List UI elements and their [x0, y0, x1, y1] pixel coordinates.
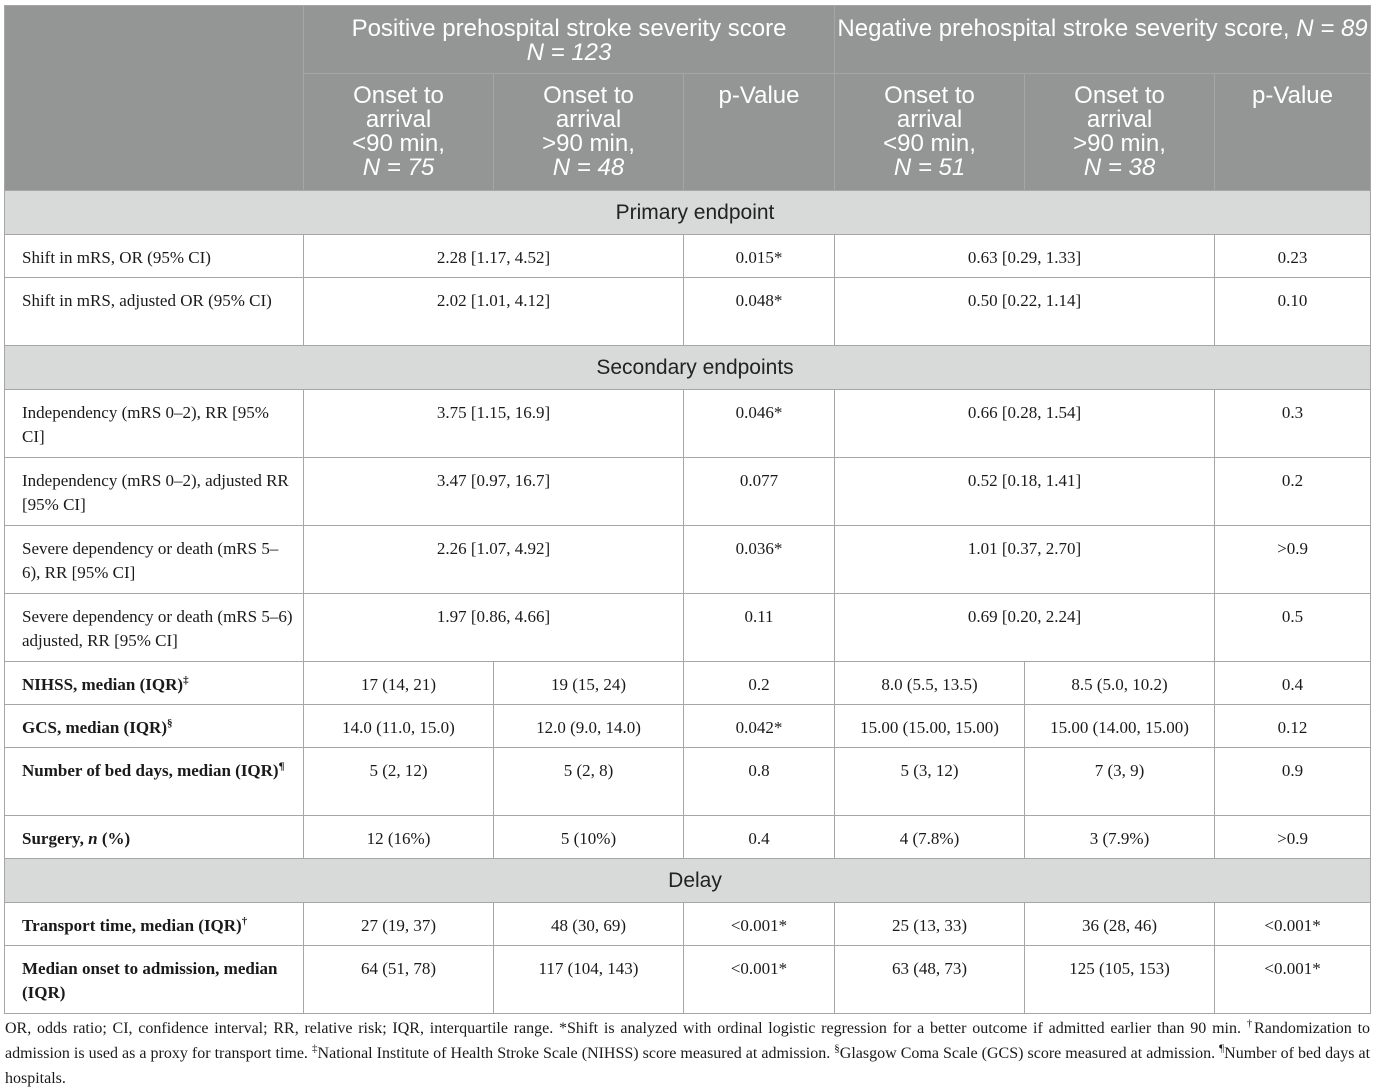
header-group-positive: [304, 6, 835, 74]
row-label: Severe dependency or death (mRS 5–6), RR [95% CI]: [5, 526, 304, 594]
col-line: Onset to: [353, 82, 444, 109]
cell-value: 2.28 [1.17, 4.52]: [304, 235, 684, 278]
cell-pvalue: >0.9: [1215, 816, 1371, 859]
row-label-text: Number of bed days, median (IQR): [22, 761, 279, 780]
cell-pvalue: 0.046*: [684, 390, 835, 458]
pvalue-label: p-Value: [718, 82, 800, 109]
cell-value: 12 (16%): [304, 816, 494, 859]
col-line: Onset to: [543, 82, 634, 109]
cell-value: 0.52 [0.18, 1.41]: [835, 458, 1215, 526]
cell-pvalue: 0.042*: [684, 705, 835, 748]
table-row: [5, 458, 1371, 526]
row-label-text: Transport time, median (IQR): [22, 916, 242, 935]
row-label: [5, 816, 304, 859]
cell-value: 15.00 (15.00, 15.00): [835, 705, 1025, 748]
footnote-mark: ‡: [311, 1042, 318, 1055]
header-col-pos-early: [304, 74, 494, 191]
table-row: [5, 662, 1371, 705]
col-line: Onset to: [884, 82, 975, 109]
row-label: [5, 748, 304, 816]
table-row: [5, 594, 1371, 662]
col-line: arrival: [1086, 106, 1153, 133]
cell-value: 1.97 [0.86, 4.66]: [304, 594, 684, 662]
footnote-text: OR, odds ratio; CI, confidence interval; RR, relative risk; IQR, interquartile range. *Shift is analyzed with ordinal logistic regression for a better outcome if admitted earlier than 90 min.: [5, 1020, 1241, 1037]
row-label: Severe dependency or death (mRS 5–6) adjusted, RR [95% CI]: [5, 594, 304, 662]
cell-pvalue: <0.001*: [684, 946, 835, 1014]
cell-value: 48 (30, 69): [494, 903, 684, 946]
cell-value: 19 (15, 24): [494, 662, 684, 705]
col-line: <90 min,: [352, 130, 445, 157]
cell-pvalue: 0.015*: [684, 235, 835, 278]
cell-value: 36 (28, 46): [1025, 903, 1215, 946]
table-row: [5, 278, 1371, 346]
section-secondary: Secondary endpoints: [5, 346, 1371, 390]
col-line: Onset to: [1074, 82, 1165, 109]
cell-pvalue: <0.001*: [1215, 903, 1371, 946]
cell-pvalue: 0.5: [1215, 594, 1371, 662]
footnote-text: Number of bed days at hospitals.: [5, 1045, 1371, 1087]
cell-value: 2.02 [1.01, 4.12]: [304, 278, 684, 346]
header-group-negative: [835, 6, 1371, 74]
cell-pvalue: 0.12: [1215, 705, 1371, 748]
cell-pvalue: <0.001*: [684, 903, 835, 946]
row-label: Independency (mRS 0–2), RR [95% CI]: [5, 390, 304, 458]
pvalue-label: p-Value: [1252, 82, 1333, 109]
cell-value: 1.01 [0.37, 2.70]: [835, 526, 1215, 594]
row-label-italic: n: [88, 829, 98, 848]
table-row: [5, 526, 1371, 594]
cell-value: 3.47 [0.97, 16.7]: [304, 458, 684, 526]
footnote-mark: ¶: [1219, 1042, 1225, 1055]
header-col-neg-early: [835, 74, 1025, 191]
cell-value: 8.5 (5.0, 10.2): [1025, 662, 1215, 705]
cell-pvalue: <0.001*: [1215, 946, 1371, 1014]
footnote-mark: †: [241, 915, 248, 928]
results-table: [4, 5, 1371, 1014]
footnote-text: Glasgow Coma Scale (GCS) score measured at admission.: [839, 1045, 1220, 1062]
cell-value: 15.00 (14.00, 15.00): [1025, 705, 1215, 748]
col-line: arrival: [365, 106, 432, 133]
cell-pvalue: 0.11: [684, 594, 835, 662]
cell-value: 8.0 (5.5, 13.5): [835, 662, 1025, 705]
table-header: [5, 6, 1371, 191]
section-row: [5, 859, 1371, 903]
header-col-pos-late: [494, 74, 684, 191]
section-row: [5, 346, 1371, 390]
cell-value: 0.66 [0.28, 1.54]: [835, 390, 1215, 458]
section-row: [5, 191, 1371, 235]
cell-pvalue: 0.3: [1215, 390, 1371, 458]
cell-value: 4 (7.8%): [835, 816, 1025, 859]
footnote-mark: †: [1246, 1017, 1255, 1030]
section-delay: Delay: [5, 859, 1371, 903]
cell-pvalue: 0.4: [1215, 662, 1371, 705]
group-negative-label: Negative prehospital stroke severity score,: [837, 15, 1297, 42]
col-n: N = 75: [362, 154, 435, 181]
row-label: [5, 705, 304, 748]
row-label-text: GCS, median (IQR): [22, 718, 167, 737]
row-label-text: NIHSS, median (IQR): [22, 675, 184, 694]
footnote-text: Randomization to admission is used as a proxy for transport time.: [5, 1020, 1371, 1062]
col-line: >90 min,: [542, 130, 635, 157]
header-empty-cell: [5, 6, 304, 191]
footnote-mark: ¶: [278, 760, 285, 773]
cell-pvalue: 0.10: [1215, 278, 1371, 346]
col-line: <90 min,: [883, 130, 976, 157]
table-body: [5, 191, 1371, 1014]
header-col-neg-pvalue: [1215, 74, 1371, 191]
group-negative-n: N = 89: [1296, 15, 1368, 42]
section-primary: Primary endpoint: [5, 191, 1371, 235]
cell-value: 25 (13, 33): [835, 903, 1025, 946]
cell-value: 125 (105, 153): [1025, 946, 1215, 1014]
row-label: Median onset to admission, median (IQR): [5, 946, 304, 1014]
col-n: N = 48: [552, 154, 625, 181]
row-label: [5, 662, 304, 705]
cell-pvalue: 0.4: [684, 816, 835, 859]
col-line: arrival: [555, 106, 622, 133]
footnote-text: National Institute of Health Stroke Scale (NIHSS) score measured at admission.: [317, 1045, 835, 1062]
table-row: [5, 903, 1371, 946]
header-col-pos-pvalue: [684, 74, 835, 191]
cell-value: 3 (7.9%): [1025, 816, 1215, 859]
cell-value: 5 (2, 12): [304, 748, 494, 816]
table-footnotes: [5, 1016, 1370, 1091]
row-label: Shift in mRS, OR (95% CI): [5, 235, 304, 278]
cell-value: 7 (3, 9): [1025, 748, 1215, 816]
cell-pvalue: 0.077: [684, 458, 835, 526]
row-label-text: Surgery,: [22, 829, 89, 848]
cell-value: 5 (10%): [494, 816, 684, 859]
footnote-mark: §: [166, 717, 173, 730]
col-n: N = 38: [1083, 154, 1156, 181]
cell-value: 5 (3, 12): [835, 748, 1025, 816]
cell-value: 2.26 [1.07, 4.92]: [304, 526, 684, 594]
cell-value: 63 (48, 73): [835, 946, 1025, 1014]
cell-value: 12.0 (9.0, 14.0): [494, 705, 684, 748]
cell-value: 0.50 [0.22, 1.14]: [835, 278, 1215, 346]
cell-pvalue: 0.23: [1215, 235, 1371, 278]
cell-value: 117 (104, 143): [494, 946, 684, 1014]
cell-pvalue: 0.2: [684, 662, 835, 705]
table-row: [5, 235, 1371, 278]
cell-value: 64 (51, 78): [304, 946, 494, 1014]
cell-pvalue: 0.036*: [684, 526, 835, 594]
row-label: [5, 903, 304, 946]
col-line: >90 min,: [1073, 130, 1166, 157]
cell-value: 0.63 [0.29, 1.33]: [835, 235, 1215, 278]
cell-pvalue: >0.9: [1215, 526, 1371, 594]
table-row: [5, 816, 1371, 859]
footnote-mark: ‡: [183, 674, 189, 687]
row-label: Shift in mRS, adjusted OR (95% CI): [5, 278, 304, 346]
cell-value: 17 (14, 21): [304, 662, 494, 705]
group-positive-label: Positive prehospital stroke severity score: [351, 15, 787, 42]
table-row: [5, 390, 1371, 458]
cell-value: 27 (19, 37): [304, 903, 494, 946]
col-n: N = 51: [893, 154, 966, 181]
cell-pvalue: 0.9: [1215, 748, 1371, 816]
cell-pvalue: 0.2: [1215, 458, 1371, 526]
table-row: [5, 748, 1371, 816]
cell-pvalue: 0.048*: [684, 278, 835, 346]
cell-value: 5 (2, 8): [494, 748, 684, 816]
table-row: [5, 705, 1371, 748]
table-row: [5, 946, 1371, 1014]
cell-pvalue: 0.8: [684, 748, 835, 816]
row-label-text: (%): [97, 829, 131, 848]
cell-value: 0.69 [0.20, 2.24]: [835, 594, 1215, 662]
footnote-mark: §: [834, 1042, 840, 1055]
col-line: arrival: [896, 106, 963, 133]
cell-value: 3.75 [1.15, 16.9]: [304, 390, 684, 458]
cell-value: 14.0 (11.0, 15.0): [304, 705, 494, 748]
group-positive-n: N = 123: [526, 39, 612, 66]
header-col-neg-late: [1025, 74, 1215, 191]
row-label: Independency (mRS 0–2), adjusted RR [95% CI]: [5, 458, 304, 526]
